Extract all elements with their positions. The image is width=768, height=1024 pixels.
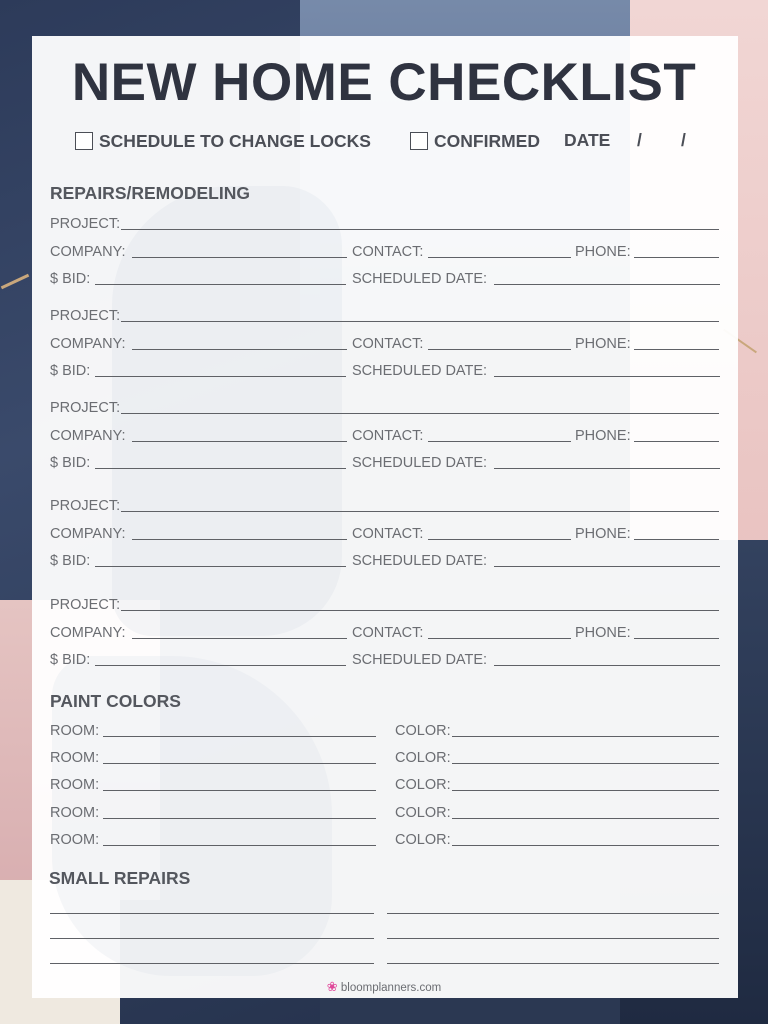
company-label: COMPANY: (50, 526, 126, 542)
color-line[interactable] (452, 763, 719, 764)
company-label: COMPANY: (50, 428, 126, 444)
phone-line[interactable] (634, 257, 719, 258)
room-label: ROOM: (50, 777, 100, 793)
color-label: COLOR: (395, 723, 451, 739)
scheduled-date-label: SCHEDULED DATE: (352, 652, 488, 668)
date-label: DATE (564, 130, 611, 150)
company-label: COMPANY: (50, 244, 126, 260)
phone-line[interactable] (634, 441, 719, 442)
repairs-heading: REPAIRS/REMODELING (50, 183, 250, 203)
paint-heading: PAINT COLORS (50, 691, 181, 711)
color-label: COLOR: (395, 832, 451, 848)
scheduled-date-line[interactable] (494, 665, 720, 666)
phone-line[interactable] (634, 638, 719, 639)
project-line[interactable] (121, 321, 719, 322)
bid-label: $ BID: (50, 553, 91, 569)
bid-line[interactable] (95, 284, 346, 285)
contact-label: CONTACT: (352, 526, 424, 542)
contact-line[interactable] (428, 441, 571, 442)
project-label: PROJECT: (50, 498, 121, 514)
phone-line[interactable] (634, 349, 719, 350)
contact-line[interactable] (428, 349, 571, 350)
bid-label: $ BID: (50, 455, 91, 471)
scheduled-date-line[interactable] (494, 468, 720, 469)
bid-line[interactable] (95, 665, 346, 666)
page-title: NEW HOME CHECKLIST (71, 53, 697, 112)
small-repair-line[interactable] (50, 913, 374, 914)
bid-label: $ BID: (50, 363, 91, 379)
room-line[interactable] (103, 818, 376, 819)
small-repair-line[interactable] (387, 963, 719, 964)
project-label: PROJECT: (50, 216, 121, 232)
contact-line[interactable] (428, 638, 571, 639)
bid-label: $ BID: (50, 652, 91, 668)
company-label: COMPANY: (50, 625, 126, 641)
scheduled-date-label: SCHEDULED DATE: (352, 363, 488, 379)
phone-label: PHONE: (575, 428, 631, 444)
small-repair-line[interactable] (50, 938, 374, 939)
date-separator: / (681, 130, 686, 150)
company-line[interactable] (132, 441, 347, 442)
contact-line[interactable] (428, 257, 571, 258)
small-repair-line[interactable] (50, 963, 374, 964)
scheduled-date-label: SCHEDULED DATE: (352, 271, 488, 287)
room-label: ROOM: (50, 723, 100, 739)
scheduled-date-label: SCHEDULED DATE: (352, 553, 488, 569)
company-line[interactable] (132, 349, 347, 350)
phone-label: PHONE: (575, 244, 631, 260)
room-label: ROOM: (50, 750, 100, 766)
company-line[interactable] (132, 539, 347, 540)
footer-website: bloomplanners.com (340, 982, 442, 994)
date-separator: / (637, 130, 642, 150)
contact-label: CONTACT: (352, 625, 424, 641)
checkbox[interactable] (410, 132, 428, 150)
checklist-paper (32, 36, 738, 998)
project-label: PROJECT: (50, 400, 121, 416)
project-label: PROJECT: (50, 308, 121, 324)
color-line[interactable] (452, 736, 719, 737)
project-line[interactable] (121, 413, 719, 414)
room-line[interactable] (103, 736, 376, 737)
color-label: COLOR: (395, 777, 451, 793)
room-line[interactable] (103, 845, 376, 846)
color-line[interactable] (452, 845, 719, 846)
company-label: COMPANY: (50, 336, 126, 352)
room-label: ROOM: (50, 832, 100, 848)
small-repair-line[interactable] (387, 938, 719, 939)
phone-line[interactable] (634, 539, 719, 540)
company-line[interactable] (132, 638, 347, 639)
change-locks-check[interactable] (75, 130, 371, 152)
confirmed-label: CONFIRMED (434, 130, 540, 151)
project-line[interactable] (121, 610, 719, 611)
contact-label: CONTACT: (352, 336, 424, 352)
scheduled-date-line[interactable] (494, 376, 720, 377)
room-label: ROOM: (50, 805, 100, 821)
bid-label: $ BID: (50, 271, 91, 287)
color-line[interactable] (452, 818, 719, 819)
project-line[interactable] (121, 229, 719, 230)
checkbox[interactable] (75, 132, 93, 150)
phone-label: PHONE: (575, 625, 631, 641)
phone-label: PHONE: (575, 336, 631, 352)
scheduled-date-line[interactable] (494, 566, 720, 567)
small-repair-line[interactable] (387, 913, 719, 914)
color-label: COLOR: (395, 750, 451, 766)
color-label: COLOR: (395, 805, 451, 821)
room-line[interactable] (103, 763, 376, 764)
bid-line[interactable] (95, 566, 346, 567)
bid-line[interactable] (95, 468, 346, 469)
footer (0, 979, 768, 995)
room-line[interactable] (103, 790, 376, 791)
flower-icon: ❀ (326, 979, 338, 994)
confirmed-check[interactable] (410, 130, 540, 152)
scheduled-date-line[interactable] (494, 284, 720, 285)
contact-label: CONTACT: (352, 428, 424, 444)
small-repairs-heading: SMALL REPAIRS (49, 868, 191, 888)
company-line[interactable] (132, 257, 347, 258)
phone-label: PHONE: (575, 526, 631, 542)
bid-line[interactable] (95, 376, 346, 377)
change-locks-label: SCHEDULE TO CHANGE LOCKS (99, 130, 371, 151)
project-label: PROJECT: (50, 597, 121, 613)
scheduled-date-label: SCHEDULED DATE: (352, 455, 488, 471)
contact-label: CONTACT: (352, 244, 424, 260)
color-line[interactable] (452, 790, 719, 791)
contact-line[interactable] (428, 539, 571, 540)
paper-watercolor (112, 186, 342, 636)
project-line[interactable] (121, 511, 719, 512)
